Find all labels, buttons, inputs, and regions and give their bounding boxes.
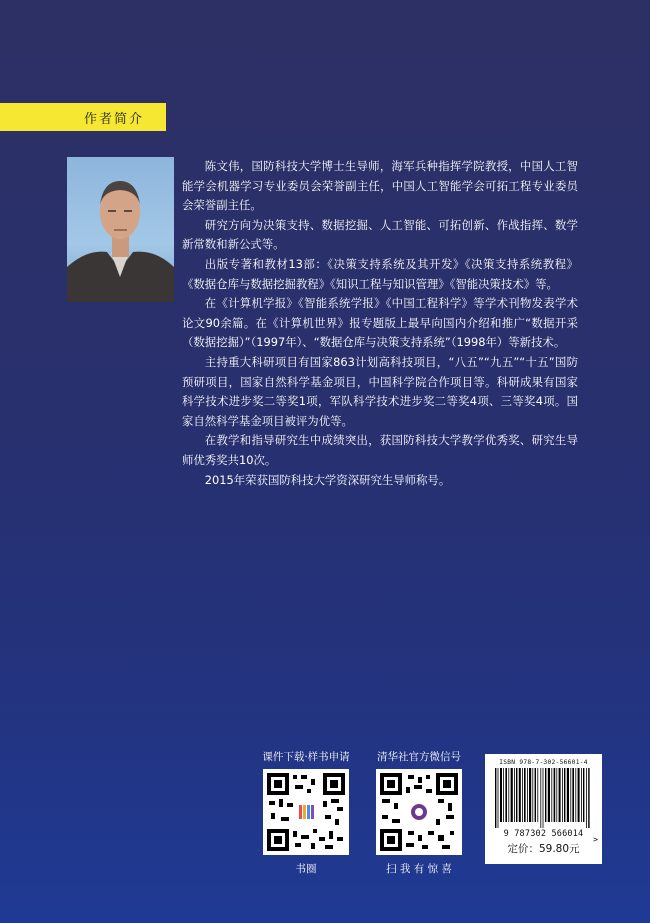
author-portrait-image xyxy=(67,157,174,302)
qr-code-wechat[interactable] xyxy=(376,769,462,855)
qr-left-block xyxy=(258,749,354,876)
bio-paragraph: 在《计算机学报》《智能系统学报》《中国工程科学》等学术刊物发表学术论文90余篇。在《计算机世界》报专题版上最早向国内介绍和推广“数据开采（数据挖掘）”（1997年）、“数据仓库与决策支持系统”（1998年）等新技术。 xyxy=(182,296,578,350)
qr-code-courseware[interactable] xyxy=(263,769,349,855)
bio-paragraph: 在教学和指导研究生中成绩突出，获国防科技大学教学优秀奖、研究生导师优秀奖共10次。 xyxy=(182,433,578,467)
bio-paragraph: 2015年荣获国防科技大学资深研究生导师称号。 xyxy=(204,472,451,487)
bio-paragraph: 主持重大科研项目有国家863计划高科技项目，“八五”“九五”“十五”国防预研项目，国家自然科学基金项目，中国科学院合作项目等。科研成果有国家科学技术进步奖二等奖1项，军队科学技术进步奖二等奖4项、三等奖4项。国家自然科学基金项目被评为优等。 xyxy=(182,354,578,428)
isbn-label: ISBN 978-7-302-56601-4 xyxy=(499,759,588,766)
barcode-icon xyxy=(485,766,602,828)
bio-paragraph: 研究方向为决策支持、数据挖掘、人工智能、可拓创新、作战指挥、数学新常数和新公式等。 xyxy=(182,217,578,252)
isbn-barcode-box xyxy=(485,754,602,864)
section-tag-author-intro: 作者简介 xyxy=(0,103,166,131)
author-photo xyxy=(67,157,174,302)
bio-paragraph: 出版专著和教材13部：《决策支持系统及其开发》《决策支持系统教程》《数据仓库与数据挖掘教程》《知识工程与知识管理》《智能决策技术》等。 xyxy=(182,256,578,291)
qr-right-sub: 扫 我 有 惊 喜 xyxy=(386,863,452,875)
qr-left-sub: 书圈 xyxy=(295,863,317,875)
qr-right-block xyxy=(371,749,467,876)
qr-right-caption: 清华社官方微信号 xyxy=(377,751,461,763)
barcode-tail-mark: > xyxy=(593,835,598,844)
bio-paragraph: 陈文伟，国防科技大学博士生导师，海军兵种指挥学院教授，中国人工智能学会机器学习专业委员会荣誉副主任，中国人工智能学会可拓工程专业委员会荣誉副主任。 xyxy=(182,159,578,213)
author-bio xyxy=(182,157,578,490)
qr-left-caption: 课件下载·样书申请 xyxy=(262,751,350,763)
price-label: 定价：59.80元 xyxy=(507,843,580,855)
qr-code-icon xyxy=(380,773,458,851)
barcode-number: 9 787302 566014 xyxy=(503,829,584,839)
qr-code-icon xyxy=(267,773,345,851)
